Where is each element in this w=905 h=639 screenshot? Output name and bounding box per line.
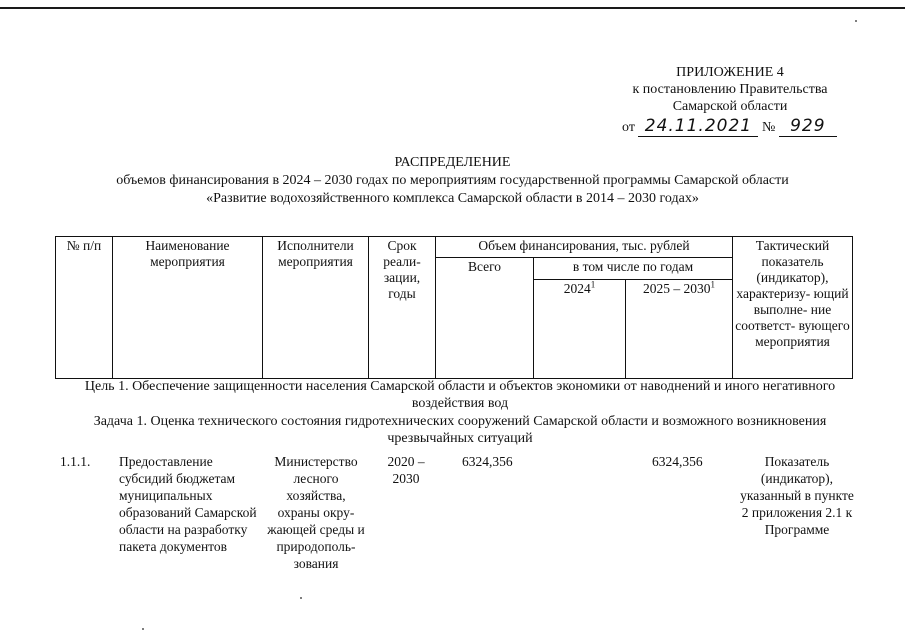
col-funding: Объем финансирования, тыс. рублей <box>436 237 733 258</box>
row-total: 6324,356 <box>462 454 513 469</box>
row-executor: Министерство лесного хозяйства, охраны окру- жающей среды и природополь- зования <box>267 454 365 571</box>
order-number-field <box>779 116 837 137</box>
scan-edge-line <box>0 7 905 9</box>
appendix-region: Самарской области <box>672 99 788 114</box>
row-num: 1.1.1. <box>60 454 91 469</box>
funding-table-header <box>55 236 853 379</box>
col-by-years: в том числе по годам <box>534 258 733 280</box>
document-title-line1: объемов финансирования в 2024 – 2030 годах по мероприятиям государственной программы Самарской области <box>116 173 789 188</box>
year-2024-label: 2024 <box>563 281 591 296</box>
year-2024-footnote: 1 <box>590 279 596 290</box>
document-heading: РАСПРЕДЕЛЕНИЕ <box>394 155 511 170</box>
year-2025-2030-label: 2025 – 2030 <box>643 281 711 296</box>
order-line <box>622 116 862 137</box>
col-total: Всего <box>436 258 534 379</box>
row-2025-2030: 6324,356 <box>652 454 703 469</box>
scan-speck <box>300 597 302 599</box>
col-executors: Исполнители мероприятия <box>263 237 369 379</box>
col-indicator: Тактический показатель (индикатор), характеризу- ющий выполне- ние соответст- вующего мероприятия <box>733 237 853 379</box>
col-year-2025-2030 <box>626 280 733 379</box>
task-heading: Задача 1. Оценка технического состояния гидротехнических сооружений Самарской области и возможного возникновения чрезвычайных ситуаций <box>93 414 827 446</box>
scan-speck <box>142 628 144 630</box>
col-year-2024 <box>534 280 626 379</box>
appendix-subtitle: к постановлению Правительства <box>632 82 828 97</box>
scan-speck <box>855 20 857 22</box>
appendix-title: ПРИЛОЖЕНИЕ 4 <box>676 65 784 80</box>
row-indicator: Показатель (индикатор), указанный в пункте 2 приложения 2.1 к Программе <box>740 454 854 537</box>
order-number: 929 <box>790 116 826 136</box>
document-title-line2: «Развитие водохозяйственного комплекса Самарской области в 2014 – 2030 годах» <box>206 191 699 206</box>
col-term: Срок реали- зации, годы <box>369 237 436 379</box>
order-number-label: № <box>761 120 776 135</box>
goal-heading: Цель 1. Обеспечение защищенности населения Самарской области и объектов экономики от наводнений и иного негативного воздействия вод <box>84 379 836 411</box>
order-date: 24.11.2021 <box>644 116 753 136</box>
row-activity-name: Предоставление субсидий бюджетам муниципальных образований Самарской области на разработку пакета документов <box>119 454 257 554</box>
col-name: Наименование мероприятия <box>113 237 263 379</box>
col-num: № п/п <box>56 237 113 379</box>
row-term: 2020 – 2030 <box>387 454 425 486</box>
year-2025-2030-footnote: 1 <box>710 279 715 290</box>
appendix-block <box>600 64 860 115</box>
order-prefix: от <box>622 120 635 135</box>
order-date-field <box>638 116 758 137</box>
